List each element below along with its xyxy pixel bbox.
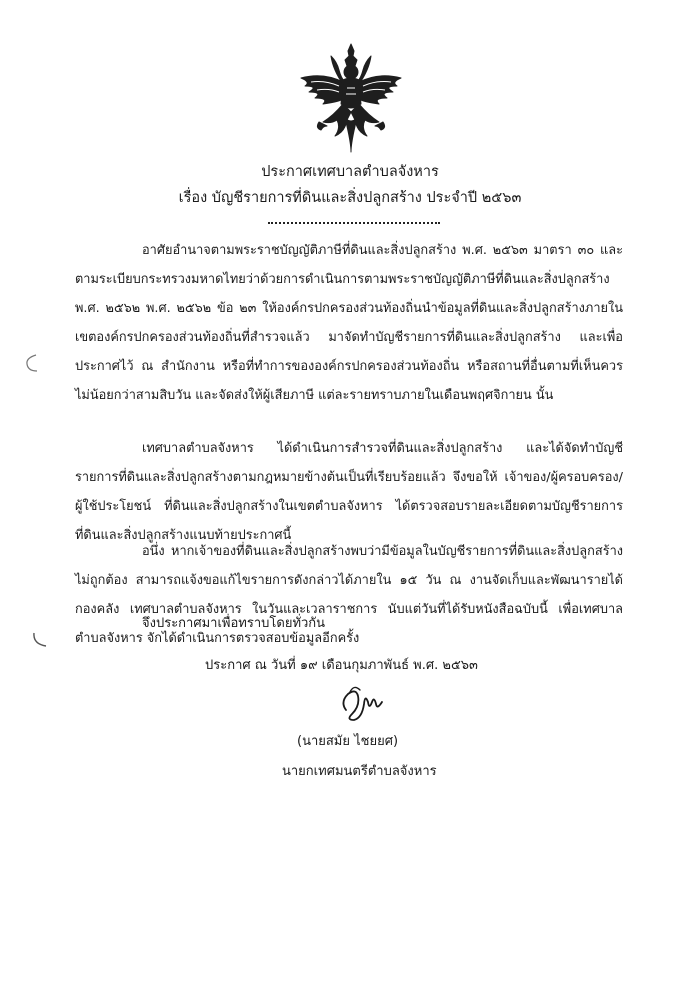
punch-hole-icon bbox=[22, 352, 44, 374]
announcement-title: ประกาศเทศบาลตำบลจังหาร bbox=[261, 164, 439, 180]
body-paragraph-3: อนึ่ง หากเจ้าของที่ดินและสิ่งปลูกสร้างพบว่ามีข้อมูลในบัญชีรายการที่ดินและสิ่งปลูกสร้างไม่ถูกต้อง สามารถแจ้งขอแก้ไขรายการดังกล่าวได้ภายใน ๑๕ วัน ณ งานจัดเก็บและพัฒนารายได้ กองคลัง เทศบาลตำบลจังหาร ในวันและเวลาราชการ นับแต่วันที่ได้รับหนังสือฉบับนี้ เพื่อเทศบาลตำบลจังหาร จักได้ดำเนินการตรวจสอบข้อมูลอีกครั้ง bbox=[75, 544, 623, 646]
announcement-date: ประกาศ ณ วันที่ ๑๙ เดือนกุมภาพันธ์ พ.ศ. ๒๕๖๓ bbox=[205, 658, 478, 673]
handwritten-signature-icon bbox=[332, 680, 388, 726]
dotted-divider bbox=[268, 222, 440, 224]
signatory-name: (นายสมัย ไชยยศ) bbox=[297, 734, 399, 749]
closing-line: จึงประกาศมาเพื่อทราบโดยทั่วกัน bbox=[142, 616, 326, 631]
punch-hole-icon bbox=[30, 630, 52, 652]
signatory-position: นายกเทศมนตรีตำบลจังหาร bbox=[282, 764, 437, 779]
announcement-subject: เรื่อง บัญชีรายการที่ดินและสิ่งปลูกสร้าง ประจำปี ๒๕๖๓ bbox=[178, 190, 522, 206]
body-paragraph-2: เทศบาลตำบลจังหาร ได้ดำเนินการสำรวจที่ดินและสิ่งปลูกสร้าง และได้จัดทำบัญชีรายการที่ดินและสิ่งปลูกสร้างตามกฎหมายข้างต้นเป็นที่เรียบร้อยแล้ว จึงขอให้ เจ้าของ/ผู้ครอบครอง/ผู้ใช้ประโยชน์ ที่ดินและสิ่งปลูกสร้างในเขตตำบลจังหาร ได้ตรวจสอบรายละเอียดตามบัญชีรายการที่ดินและสิ่งปลูกสร้างแนบท้ายประกาศนี้ bbox=[75, 441, 623, 543]
body-paragraph-1: อาศัยอำนาจตามพระราชบัญญัติภาษีที่ดินและสิ่งปลูกสร้าง พ.ศ. ๒๕๖๓ มาตรา ๓๐ และตามระเบียบกระทรวงมหาดไทยว่าด้วยการดำเนินการตามพระราชบัญญัติภาษีที่ดินและสิ่งปลูกสร้าง พ.ศ. ๒๕๖๒ พ.ศ. ๒๕๖๒ ข้อ ๒๓ ให้องค์กรปกครองส่วนท้องถิ่นนำข้อมูลที่ดินและสิ่งปลูกสร้างภายในเขตองค์กรปกครองส่วนท้องถิ่นที่สำรวจแล้ว มาจัดทำบัญชีรายการที่ดินและสิ่งปลูกสร้าง และเพื่อประกาศไว้ ณ สำนักงาน หรือที่ทำการขององค์กรปกครองส่วนท้องถิ่น หรือสถานที่อื่นตามที่เห็นควร ไม่น้อยกว่าสามสิบวัน และจัดส่งให้ผู้เสียภาษี แต่ละรายทราบภายในเดือนพฤศจิกายน นั้น bbox=[75, 243, 623, 403]
garuda-emblem-icon bbox=[293, 42, 409, 154]
